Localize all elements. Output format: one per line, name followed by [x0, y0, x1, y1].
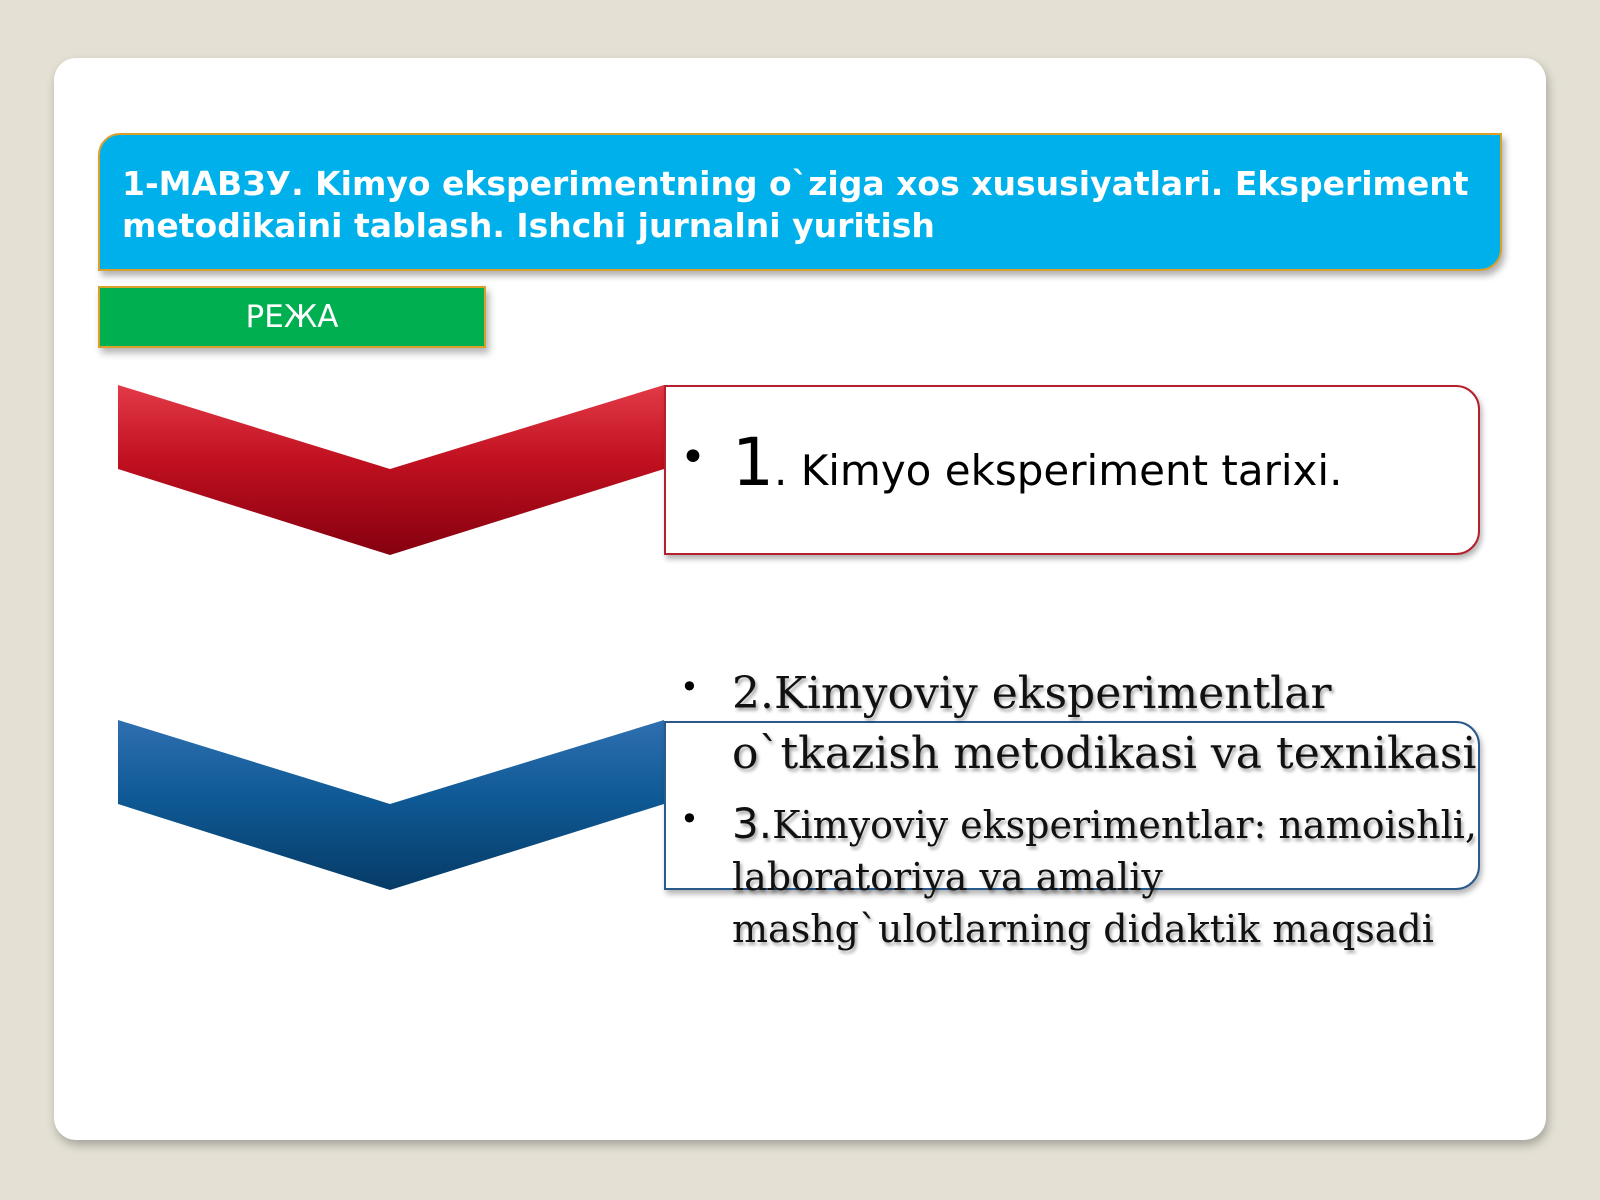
red-chevron-shape: [118, 385, 678, 560]
bullet-marker: •: [680, 432, 706, 483]
plan-item-3-text: Kimyoviy eksperimentlar: namoishli, laboratoriya va amaliy mashg`ulotlarning didaktik maqsadi: [732, 803, 1477, 951]
plan-item-3-number: 3.: [732, 799, 773, 848]
plan-item-1-text: . Kimyo eksperiment tarixi.: [774, 446, 1343, 495]
bullet-marker: •: [680, 668, 699, 706]
blue-chevron-shape: [118, 720, 678, 895]
topic-title-box: [98, 133, 1502, 271]
bullet-marker: •: [680, 800, 699, 838]
plan-item-3: [732, 798, 1492, 955]
plan-label: РЕЖА: [245, 299, 339, 335]
plan-label-box: [98, 286, 486, 348]
plan-item-2: 2.Kimyoviy eksperimentlar o`tkazish metodikasi va texnikasi: [732, 668, 1477, 779]
plan-item-1: [732, 424, 1343, 501]
plan-item-1-number: 1: [732, 424, 774, 501]
topic-title: 1-МАВЗУ. Kimyo eksperimentning o`ziga xos xususiyatlari. Eksperiment metodikaini tablash. Ishchi jurnalni yuritish: [122, 164, 1469, 245]
